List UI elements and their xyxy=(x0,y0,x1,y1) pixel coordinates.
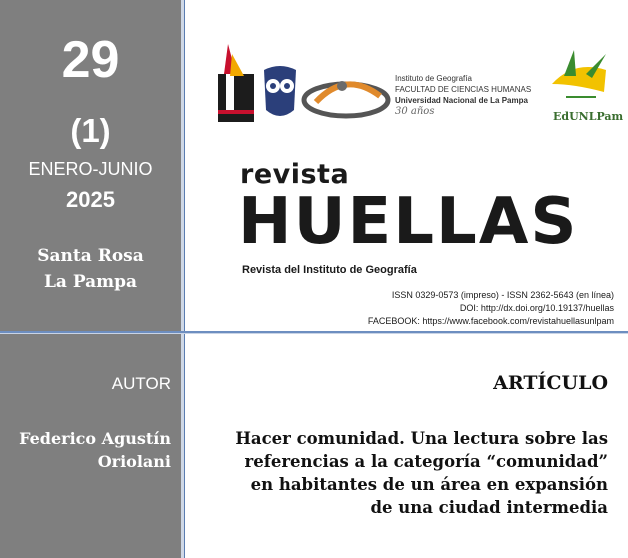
facebook-line: FACEBOOK: https://www.facebook.com/revistahuellasunlpam xyxy=(367,316,614,326)
vertical-divider-line xyxy=(184,0,185,558)
issue-year: 2025 xyxy=(66,187,115,212)
doi-line: DOI: http://dx.doi.org/10.19137/huellas xyxy=(459,303,614,313)
journal-title: HUELLAS xyxy=(238,185,579,259)
faculty-logo xyxy=(218,44,254,122)
author-name-line2: Oriolani xyxy=(97,452,171,471)
province: La Pampa xyxy=(43,272,138,292)
article-type: ARTÍCULO xyxy=(493,372,608,394)
article-title xyxy=(188,427,608,519)
article-title-line1: Hacer comunidad. Una lectura sobre las xyxy=(235,429,608,448)
publisher-logo-text: EdUNLPam xyxy=(553,110,624,123)
journal-subtitle: Revista del Instituto de Geografía xyxy=(242,264,417,276)
author-name-line1: Federico Agustín xyxy=(19,429,171,448)
institute-text xyxy=(395,73,531,117)
article-title-line2: referencias a la categoría “comunidad” xyxy=(244,452,608,471)
institute-line3: Universidad Nacional de La Pampa xyxy=(395,96,528,105)
edunlpam-logo xyxy=(552,50,606,98)
geography-institute-logo xyxy=(304,81,388,116)
institute-line2: FACULTAD DE CIENCIAS HUMANAS xyxy=(395,85,532,94)
publication-info xyxy=(368,289,614,328)
city: Santa Rosa xyxy=(37,246,144,266)
revista-wordmark: revista xyxy=(240,159,350,190)
horizontal-divider-light xyxy=(0,333,628,334)
author-name xyxy=(10,427,171,473)
issue-number: (1) xyxy=(70,112,111,149)
article-title-line3: en habitantes de un área en expansión xyxy=(250,475,608,494)
institute-line1: Instituto de Geografía xyxy=(395,74,472,83)
author-label: AUTOR xyxy=(111,374,171,393)
volume-number: 29 xyxy=(61,31,120,89)
issue-months: ENERO-JUNIO xyxy=(28,159,153,179)
institute-years: 30 años xyxy=(395,106,435,117)
article-title-line4: de una ciudad intermedia xyxy=(370,498,608,517)
owl-logo xyxy=(264,66,296,116)
issn-line: ISSN 0329-0573 (impreso) - ISSN 2362-5643 (en línea) xyxy=(391,290,614,300)
